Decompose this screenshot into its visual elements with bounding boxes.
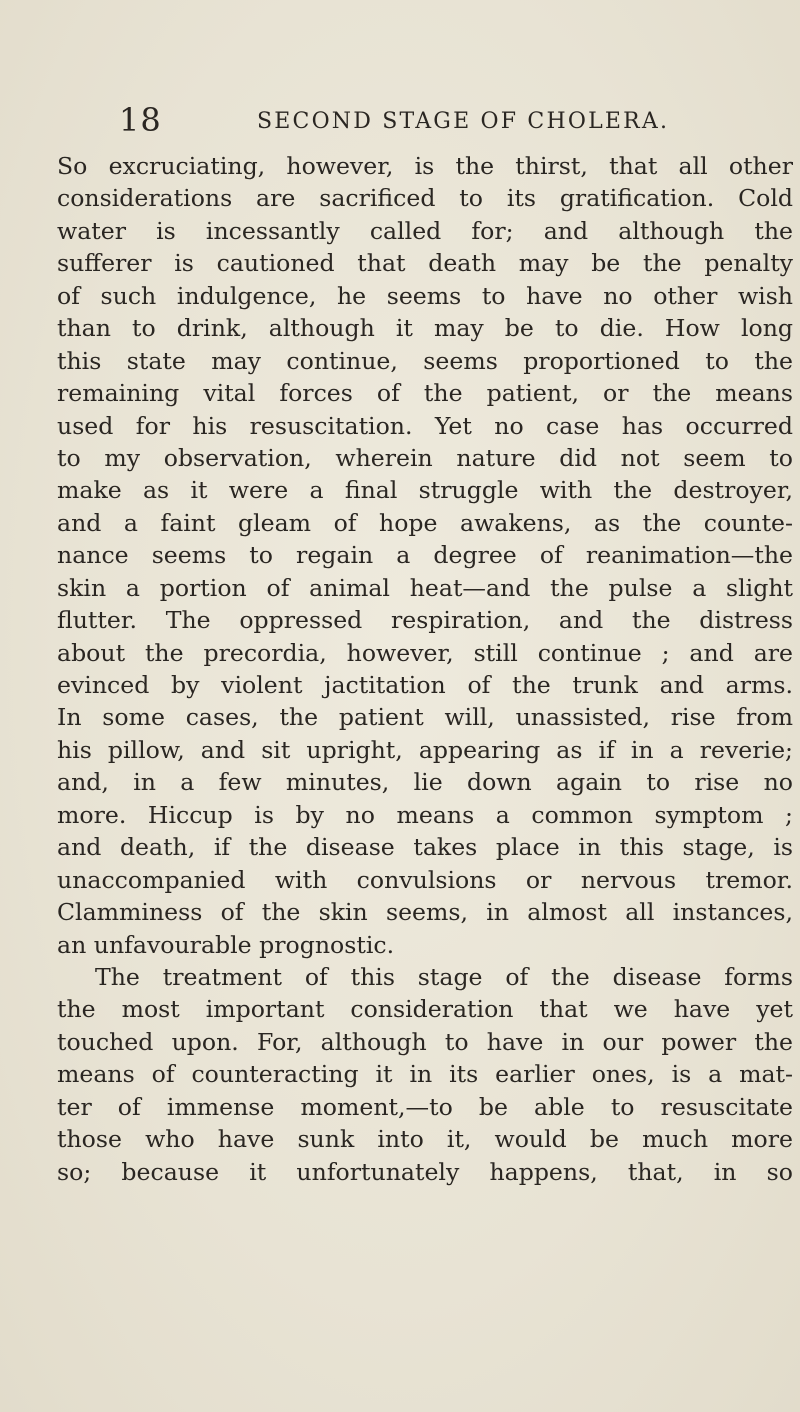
text-line: remaining vital forces of the patient, or the means	[57, 379, 793, 408]
page-number: 18	[119, 101, 162, 139]
text-line: those who have sunk into it, would be much more	[57, 1125, 793, 1154]
text-line: flutter. The oppressed respiration, and the distress	[57, 606, 793, 635]
text-line: more. Hiccup is by no means a common symptom ;	[57, 800, 793, 829]
text-line: than to drink, although it may be to die. How long	[57, 314, 793, 343]
text-line: evinced by violent jactitation of the trunk and arms.	[57, 671, 793, 699]
text-line: water is incessantly called for; and although the	[57, 216, 793, 245]
text-line: make as it were a final struggle with the destroyer,	[57, 476, 793, 505]
text-line: the most important consideration that we have yet	[57, 995, 793, 1024]
text-line: The treatment of this stage of the disease forms	[95, 962, 793, 991]
text-line: and, in a few minutes, lie down again to rise no	[57, 768, 793, 797]
text-line: nance seems to regain a degree of reanimation—the	[57, 541, 793, 570]
body-text	[57, 150, 793, 1188]
text-line: this state may continue, seems proportioned to the	[57, 346, 793, 375]
text-line: used for his resuscitation. Yet no case has occurred	[57, 411, 793, 440]
text-line: sufferer is cautioned that death may be the penalty	[57, 249, 793, 278]
text-line: his pillow, and sit upright, appearing as if in a reverie;	[57, 735, 793, 764]
text-line: Clamminess of the skin seems, in almost all instances,	[57, 898, 793, 927]
text-line: about the precordia, however, still continue ; and are	[57, 638, 793, 667]
text-line: to my observation, wherein nature did not seem to	[57, 443, 793, 472]
text-line: So excruciating, however, is the thirst, that all other	[57, 152, 793, 180]
text-line: and death, if the disease takes place in this stage, is	[57, 833, 793, 862]
running-title: SECOND STAGE OF CHOLERA.	[257, 109, 670, 134]
text-line: touched upon. For, although to have in our power the	[57, 1027, 793, 1056]
running-head	[119, 100, 769, 140]
text-line: an unfavourable prognostic.	[57, 930, 395, 959]
text-line: means of counteracting it in its earlier ones, is a mat-	[57, 1060, 793, 1089]
text-line: and a faint gleam of hope awakens, as the counte-	[57, 508, 793, 537]
text-line: so; because it unfortunately happens, that, in so	[57, 1157, 793, 1186]
text-line: skin a portion of animal heat—and the pulse a slight	[57, 573, 793, 602]
text-line: of such indulgence, he seems to have no other wish	[57, 281, 793, 310]
text-line: considerations are sacrificed to its gratification. Cold	[57, 184, 793, 213]
text-line: In some cases, the patient will, unassisted, rise from	[57, 703, 793, 732]
text-line: unaccompanied with convulsions or nervous tremor.	[57, 865, 793, 894]
text-line: ter of immense moment,—to be able to resuscitate	[57, 1092, 793, 1121]
